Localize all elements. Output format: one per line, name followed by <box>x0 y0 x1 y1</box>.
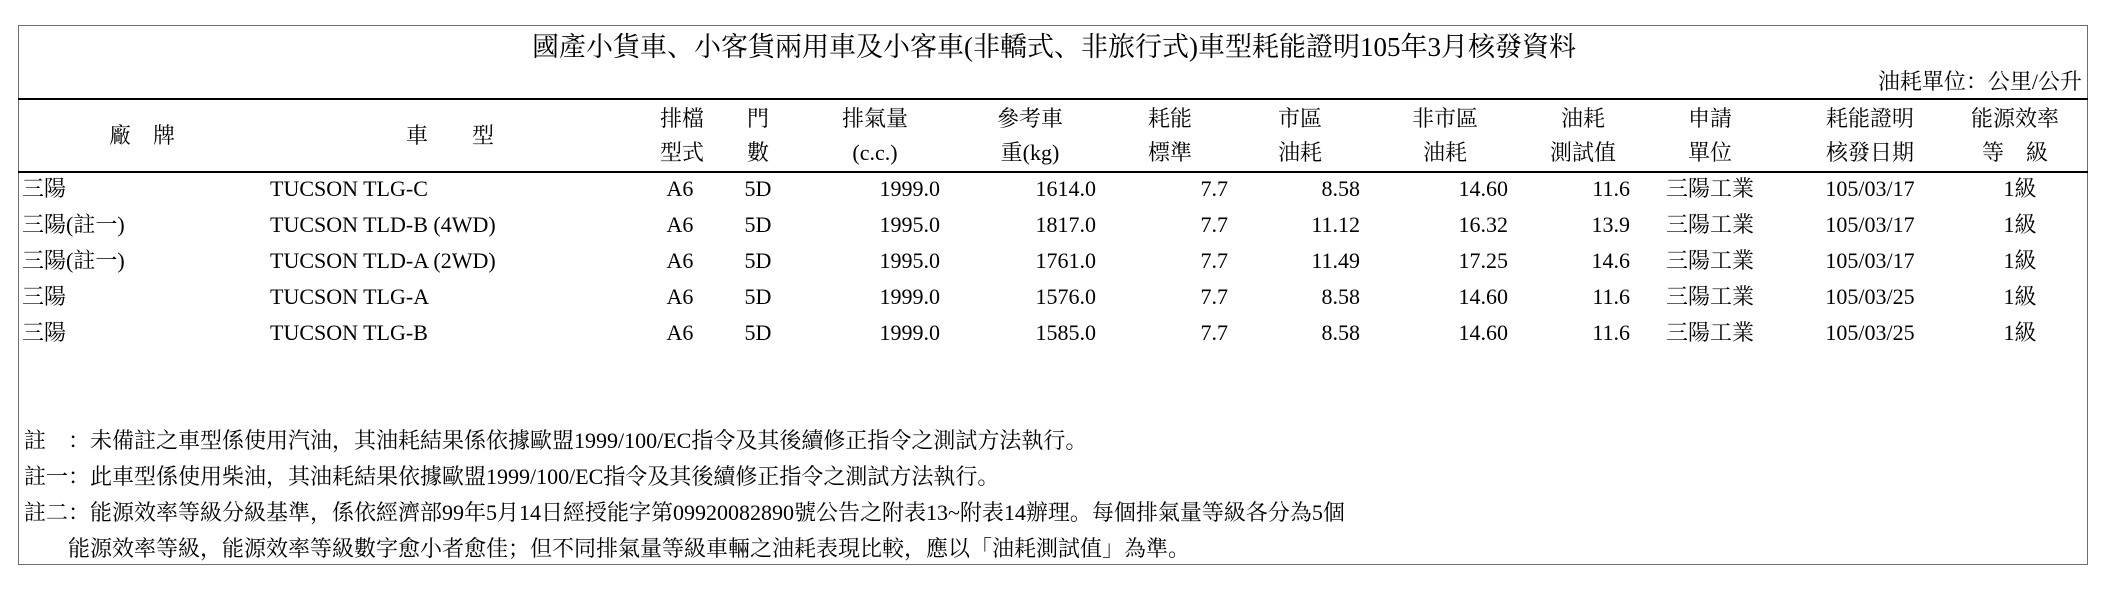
header-displacement-l1: 排氣量 <box>841 106 908 131</box>
brand-cell: 三陽 <box>22 284 67 309</box>
standard-cell: 7.7 <box>1200 248 1228 273</box>
displacement-cell: 1995.0 <box>879 212 940 237</box>
standard-cell: 7.7 <box>1200 212 1228 237</box>
doors-cell: 5D <box>744 248 772 273</box>
test-value-cell: 11.6 <box>1592 284 1630 309</box>
header-urban-l2: 油耗 <box>1277 140 1322 165</box>
header-issue-date-l2: 核發日期 <box>1825 140 1914 165</box>
urban-cell: 11.49 <box>1311 248 1360 273</box>
brand-cell: 三陽 <box>22 176 67 201</box>
urban-cell: 8.58 <box>1321 176 1360 201</box>
header-test-value-l2: 測試值 <box>1549 140 1616 165</box>
transmission-cell: A6 <box>666 320 694 345</box>
transmission-cell: A6 <box>666 212 694 237</box>
efficiency-cell: 1級 <box>2003 212 2037 237</box>
applicant-cell: 三陽工業 <box>1665 212 1754 237</box>
brand-cell: 三陽 <box>22 320 67 345</box>
model-cell: TUCSON TLG-C <box>270 176 428 201</box>
issue-date-cell: 105/03/17 <box>1825 248 1915 273</box>
note-two-continued: 能源效率等級，能源效率等級數字愈小者愈佳；但不同排氣量等級車輛之油耗表現比較，應以「油耗測試值」為準。 <box>24 536 1191 561</box>
test-value-cell: 11.6 <box>1592 320 1630 345</box>
header-transmission-l2: 型式 <box>659 140 704 165</box>
note-one: 註一：此車型係使用柴油，其油耗結果依據歐盟1999/100/EC指令及其後續修正指令之測試方法執行。 <box>24 464 1000 489</box>
displacement-cell: 1995.0 <box>879 248 940 273</box>
header-weight-l2: 重(kg) <box>1000 140 1060 165</box>
header-doors-l1: 門 <box>746 106 769 131</box>
transmission-cell: A6 <box>666 176 694 201</box>
header-urban-l1: 市區 <box>1277 106 1322 131</box>
header-test-value-l1: 油耗 <box>1560 106 1605 131</box>
extra-urban-cell: 16.32 <box>1458 212 1508 237</box>
extra-urban-cell: 14.60 <box>1458 320 1508 345</box>
header-standard-l2: 標準 <box>1147 140 1192 165</box>
test-value-cell: 14.6 <box>1591 248 1630 273</box>
efficiency-cell: 1級 <box>2003 248 2037 273</box>
header-issue-date-l1: 耗能證明 <box>1825 106 1914 131</box>
page-title: 國產小貨車、小客貨兩用車及小客車(非轎式、非旅行式)車型耗能證明105年3月核發資料 <box>532 32 1576 62</box>
header-efficiency-l1: 能源效率 <box>1970 106 2059 131</box>
header-bottom-rule <box>18 171 2088 173</box>
header-brand: 廠 牌 <box>108 123 175 148</box>
brand-cell: 三陽(註一) <box>22 248 125 273</box>
urban-cell: 11.12 <box>1311 212 1360 237</box>
header-displacement-l2: (c.c.) <box>852 140 898 165</box>
extra-urban-cell: 14.60 <box>1458 284 1508 309</box>
test-value-cell: 11.6 <box>1592 176 1630 201</box>
model-cell: TUCSON TLG-A <box>270 284 430 309</box>
doors-cell: 5D <box>744 320 772 345</box>
header-efficiency-l2: 等 級 <box>1981 140 2048 165</box>
doors-cell: 5D <box>744 212 772 237</box>
displacement-cell: 1999.0 <box>879 176 940 201</box>
issue-date-cell: 105/03/17 <box>1825 212 1915 237</box>
efficiency-cell: 1級 <box>2003 284 2037 309</box>
model-cell: TUCSON TLD-B (4WD) <box>270 212 496 237</box>
weight-cell: 1817.0 <box>1035 212 1096 237</box>
efficiency-cell: 1級 <box>2003 320 2037 345</box>
weight-cell: 1585.0 <box>1035 320 1096 345</box>
header-applicant-l1: 申請 <box>1687 106 1732 131</box>
transmission-cell: A6 <box>666 284 694 309</box>
efficiency-cell: 1級 <box>2003 176 2037 201</box>
urban-cell: 8.58 <box>1321 284 1360 309</box>
header-extra-urban-l2: 油耗 <box>1422 140 1467 165</box>
applicant-cell: 三陽工業 <box>1665 284 1754 309</box>
header-model: 車 型 <box>405 123 494 148</box>
note-default: 註 ：未備註之車型係使用汽油，其油耗結果係依據歐盟1999/100/EC指令及其後續修正指令之測試方法執行。 <box>24 428 1088 453</box>
applicant-cell: 三陽工業 <box>1665 176 1754 201</box>
weight-cell: 1761.0 <box>1035 248 1096 273</box>
issue-date-cell: 105/03/25 <box>1825 284 1915 309</box>
standard-cell: 7.7 <box>1200 320 1228 345</box>
issue-date-cell: 105/03/25 <box>1825 320 1915 345</box>
applicant-cell: 三陽工業 <box>1665 320 1754 345</box>
displacement-cell: 1999.0 <box>879 320 940 345</box>
urban-cell: 8.58 <box>1321 320 1360 345</box>
extra-urban-cell: 17.25 <box>1458 248 1508 273</box>
header-transmission-l1: 排檔 <box>659 106 704 131</box>
issue-date-cell: 105/03/17 <box>1825 176 1915 201</box>
doors-cell: 5D <box>744 284 772 309</box>
note-two: 註二：能源效率等級分級基準，係依經濟部99年5月14日經授能字第09920082890號公告之附表13~附表14辦理。每個排氣量等級各分為5個 <box>24 500 1345 525</box>
header-top-rule <box>18 98 2088 100</box>
standard-cell: 7.7 <box>1200 176 1228 201</box>
displacement-cell: 1999.0 <box>879 284 940 309</box>
header-applicant-l2: 單位 <box>1687 140 1732 165</box>
weight-cell: 1576.0 <box>1035 284 1096 309</box>
weight-cell: 1614.0 <box>1035 176 1096 201</box>
applicant-cell: 三陽工業 <box>1665 248 1754 273</box>
header-extra-urban-l1: 非市區 <box>1411 106 1478 131</box>
extra-urban-cell: 14.60 <box>1458 176 1508 201</box>
header-doors-l2: 數 <box>746 140 769 165</box>
standard-cell: 7.7 <box>1200 284 1228 309</box>
header-standard-l1: 耗能 <box>1147 106 1192 131</box>
model-cell: TUCSON TLG-B <box>270 320 428 345</box>
brand-cell: 三陽(註一) <box>22 212 125 237</box>
test-value-cell: 13.9 <box>1591 212 1630 237</box>
header-weight-l1: 參考車 <box>996 106 1063 131</box>
model-cell: TUCSON TLD-A (2WD) <box>270 248 496 273</box>
transmission-cell: A6 <box>666 248 694 273</box>
doors-cell: 5D <box>744 176 772 201</box>
unit-label: 油耗單位：公里/公升 <box>1877 69 2082 94</box>
